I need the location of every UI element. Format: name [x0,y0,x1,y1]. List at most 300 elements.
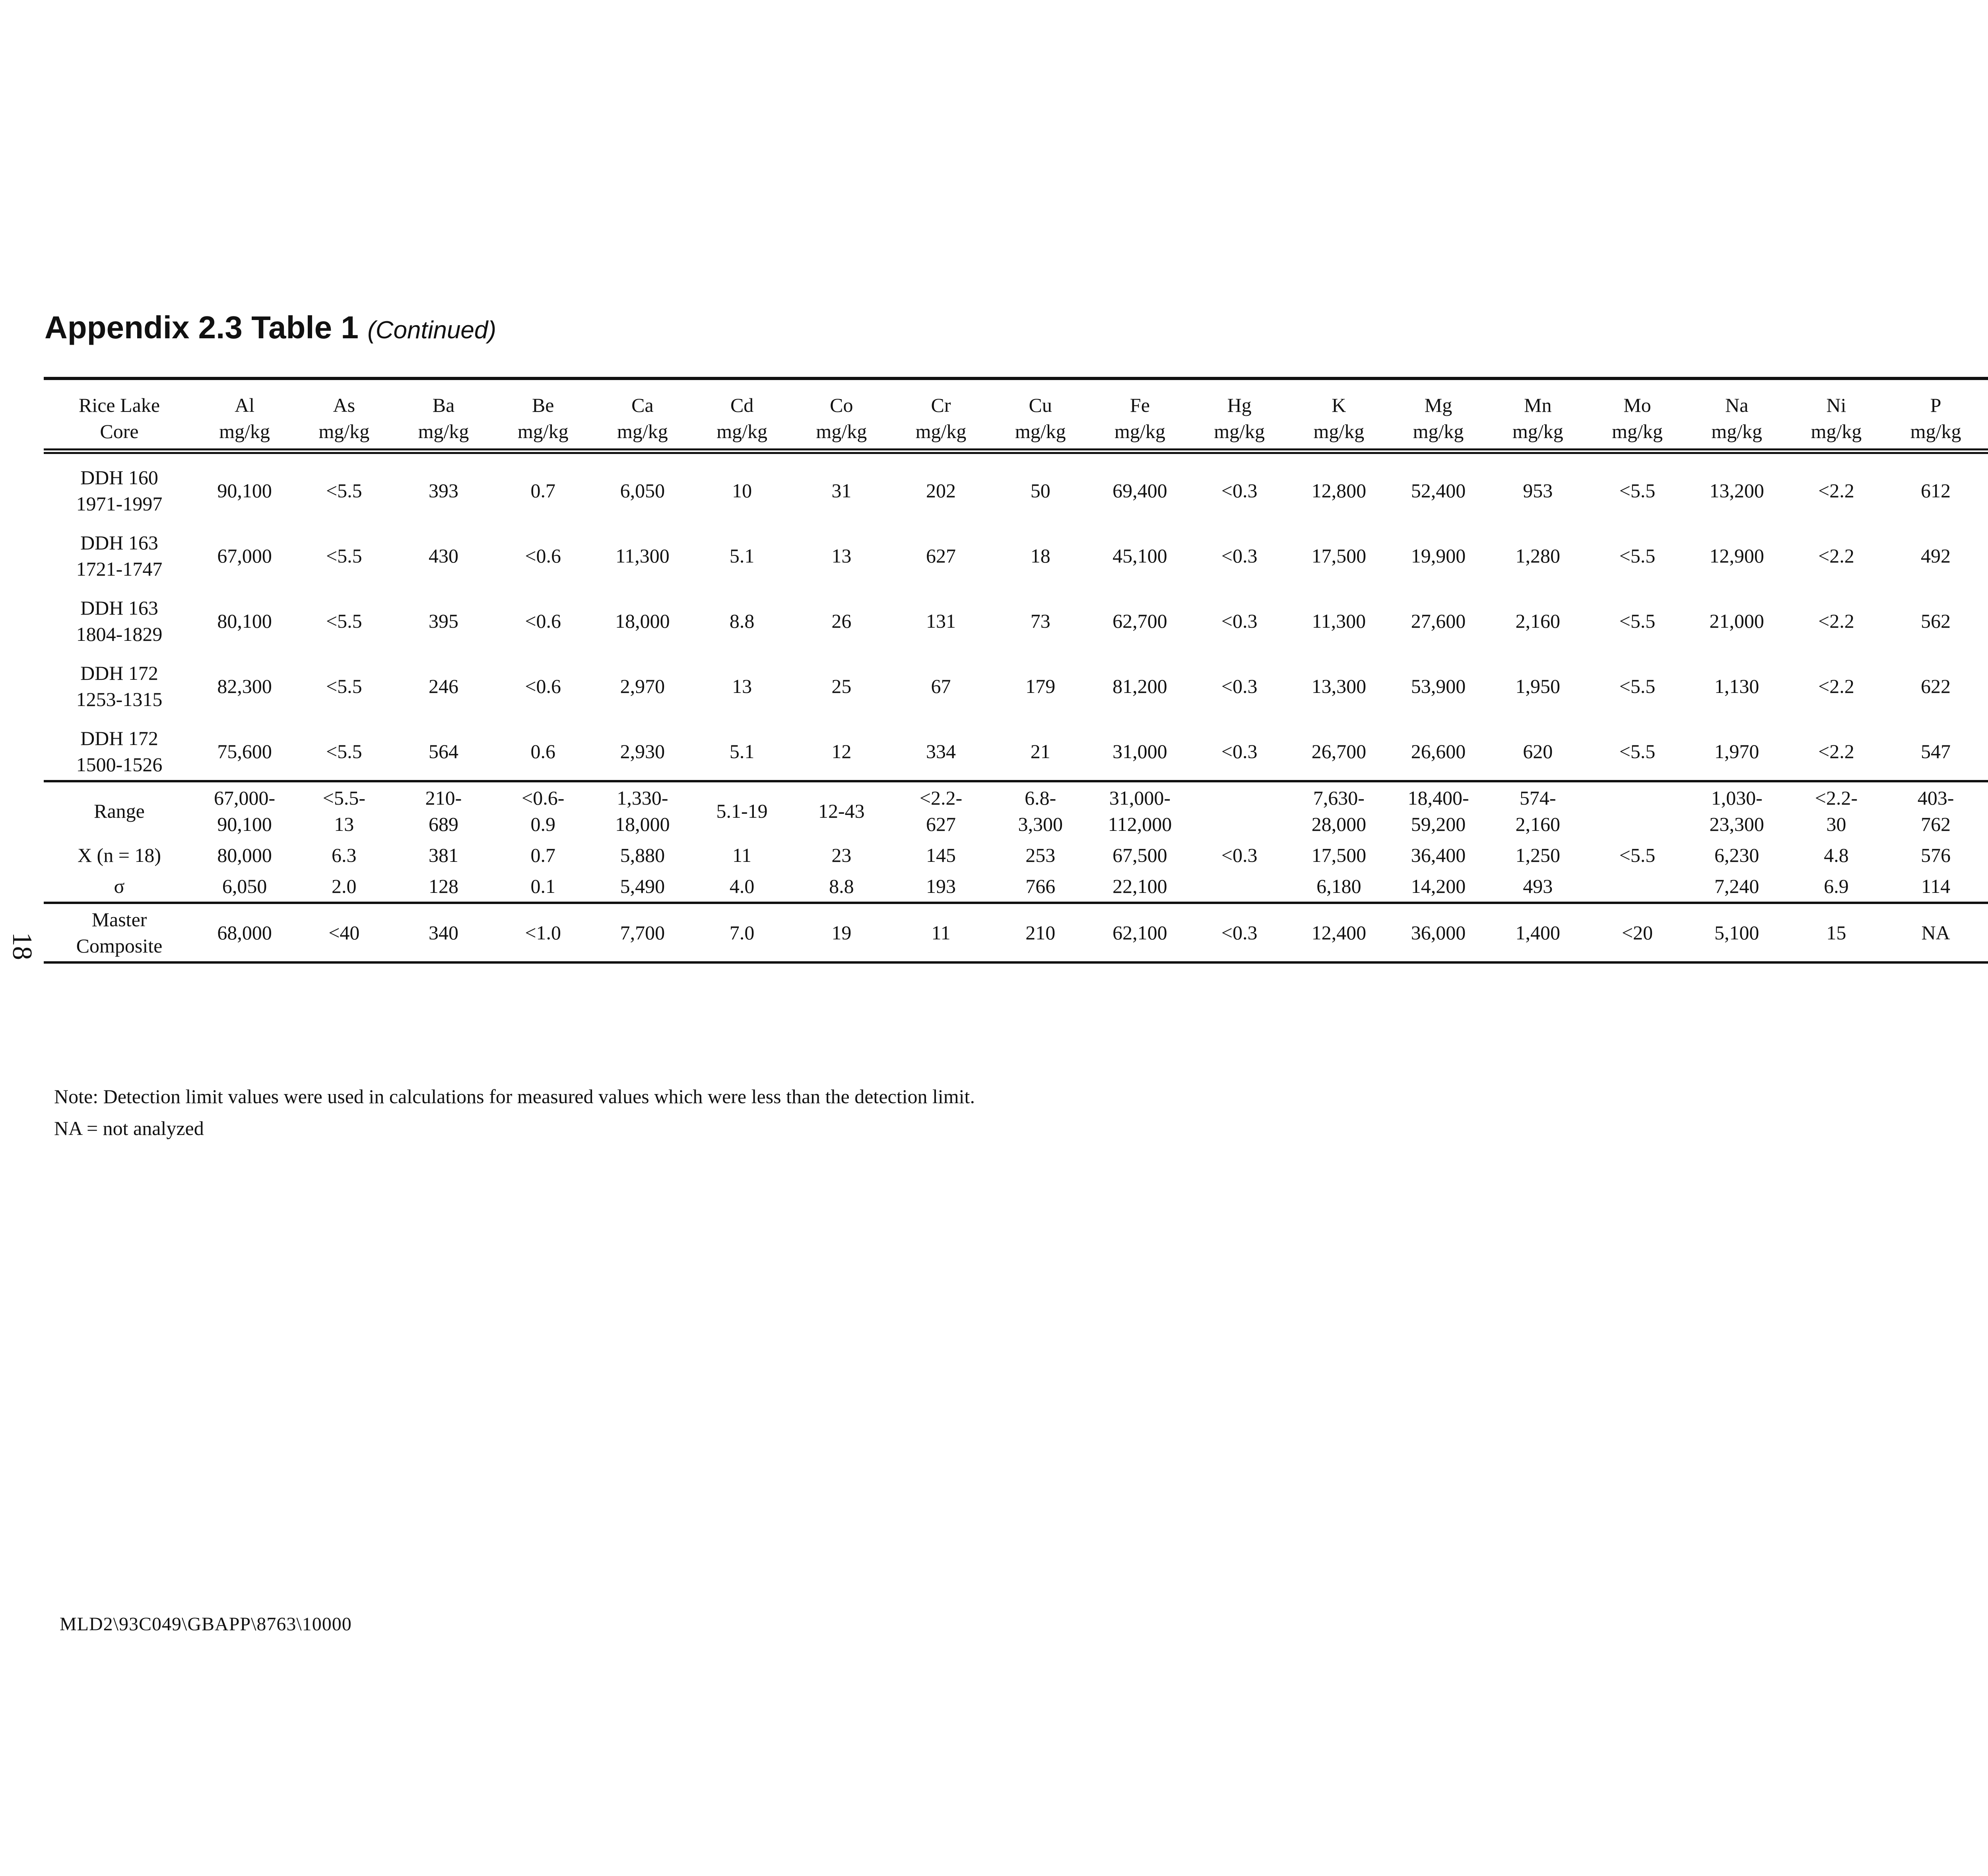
table-cell: 18,000 [615,610,670,632]
stats-cell [1388,840,1488,871]
row-label-line: DDH 163 [80,597,158,619]
table-cell: 1,950 [1515,675,1560,697]
row-label-line: 1971-1997 [76,493,163,515]
table-cell: 2,160 [1515,610,1560,632]
header-cell-line: Ba [432,394,455,416]
page-number: 18 [7,932,37,960]
header-cell-line: Cd [730,394,754,416]
stats-cell-line: 18,400- [1408,787,1469,809]
stats-cell [991,840,1090,871]
header-cell-line: Be [532,394,554,416]
table-row [44,519,1988,584]
header-cell [1289,378,1388,451]
header-cell-line: mg/kg [716,420,768,442]
stats-cell [1986,840,1988,871]
table-row [44,451,1988,519]
stats-cell [1488,871,1588,903]
stats-cell-line: 6.9 [1824,875,1849,897]
table-cell: 45,100 [1112,545,1167,567]
row-label [44,584,195,650]
stats-cell-line: 5,880 [620,844,665,866]
stats-row [44,781,1988,840]
header-cell-line: Mo [1623,394,1651,416]
stats-cell [294,781,394,840]
header-cell-line: mg/kg [517,420,569,442]
table-cell: 21,000 [1709,610,1764,632]
stats-cell-line: 22,100 [1112,875,1167,897]
stats-cell-line: 145 [926,844,956,866]
header-cell-line: mg/kg [1612,420,1663,442]
table-cell: 13,200 [1709,479,1764,502]
header-cell-line: mg/kg [318,420,370,442]
header-cell [394,378,493,451]
table-cell: 75,600 [217,740,272,762]
header-cell-line: mg/kg [915,420,967,442]
stats-cell-line: 67,500 [1112,844,1167,866]
stats-cell-line: 17,500 [1311,844,1367,866]
stats-cell-line: 493 [1523,875,1553,897]
composite-cell [1986,903,1988,962]
table-cell: 13 [732,675,752,697]
composite-cell: 62,100 [1112,922,1167,944]
header-cell-line: Mn [1524,394,1552,416]
table-cell: <0.3 [1221,479,1258,502]
stats-cell [493,781,593,840]
stats-cell [394,871,493,903]
composite-cell: 36,000 [1411,922,1466,944]
stats-cell-line: 7,630- [1313,787,1365,809]
stats-cell-line: 627 [926,813,956,835]
stats-cell [1090,840,1190,871]
table-title [45,309,496,346]
stats-cell-line: 6.8- [1025,787,1056,809]
stats-cell-line: 31,000- [1109,787,1171,809]
header-cell [195,378,294,451]
table-cell: 62,700 [1112,610,1167,632]
data-table-wrapper [44,377,1988,964]
stats-cell [1488,840,1588,871]
composite-cell: 7,700 [620,922,665,944]
table-cell: 547 [1921,740,1951,762]
header-cell-line: mg/kg [1512,420,1563,442]
stats-cell-line: 576 [1921,844,1951,866]
header-cell [991,378,1090,451]
table-cell: 82,300 [217,675,272,697]
stats-cell [1289,781,1388,840]
stats-cell-line [1986,873,1988,899]
stats-cell [1886,871,1985,903]
stats-label [44,781,195,840]
stats-cell-line: 210- [425,787,462,809]
header-cell [891,378,990,451]
table-cell: <0.6 [525,545,561,567]
composite-cell: 15 [1826,922,1846,944]
stats-cell-line: 381 [429,844,458,866]
file-path: MLD2\93C049\GBAPP\8763\10000 [60,1614,352,1635]
stats-cell-line: 3,300 [1018,813,1063,835]
header-cell [1886,378,1985,451]
stats-cell [294,871,394,903]
stats-cell [1388,871,1488,903]
stats-cell [1090,781,1190,840]
composite-label [44,903,195,962]
stats-cell [1289,871,1388,903]
header-cell-line: mg/kg [816,420,867,442]
stats-cell [1886,840,1985,871]
stats-cell-line: 36,400 [1411,844,1466,866]
table-cell: <2.2 [1818,610,1854,632]
table-cell: 18 [1030,545,1050,567]
stats-cell-line: 30 [1826,813,1846,835]
table-cell: 67 [931,675,951,697]
stats-cell-line: 13 [334,813,354,835]
stats-label [44,871,195,903]
table-cell: 612 [1921,479,1951,502]
stats-cell [294,840,394,871]
row-label-line: DDH 163 [80,532,158,554]
stats-cell [692,781,792,840]
table-cell: 12 [831,740,852,762]
table-cell: 31 [831,479,852,502]
table-cell: <0.3 [1221,610,1258,632]
table-cell: 11,300 [1312,610,1366,632]
stats-cell [394,781,493,840]
table-cell [1986,584,1988,650]
header-cell [1488,378,1588,451]
composite-rows [44,903,1988,962]
row-label [44,715,195,781]
stats-cell-line: 193 [926,875,956,897]
stats-cell [1687,871,1786,903]
header-core [44,378,195,451]
header-cell-line: mg/kg [1711,420,1763,442]
stats-cell [195,840,294,871]
table-cell: <5.5 [326,740,362,762]
table-cell: <5.5 [326,545,362,567]
table-cell: 393 [429,479,458,502]
stats-cell-line: 90,100 [217,813,272,835]
table-cell: <2.2 [1818,675,1854,697]
stats-cell [1786,840,1886,871]
row-label-line: DDH 160 [80,466,158,489]
note-detection-limit: Note: Detection limit values were used in calculations for measured values which were less than the detection limit. [54,1085,975,1108]
table-cell: <0.6 [525,675,561,697]
stats-cell-line: <2.2- [919,787,963,809]
stats-cell [1289,840,1388,871]
row-label-line: 1804-1829 [76,623,163,645]
table-cell: <2.2 [1818,740,1854,762]
table-cell: 81,200 [1112,675,1167,697]
table-cell: <5.5 [1619,740,1656,762]
stats-cell-line: <0.3 [1221,844,1258,866]
table-cell: 620 [1523,740,1553,762]
table-cell: 202 [926,479,956,502]
table-cell: 13,300 [1311,675,1367,697]
table-cell: 334 [926,740,956,762]
stats-cell-line: 8.8 [829,875,854,897]
composite-cell: 68,000 [217,922,272,944]
stats-cell-line: 0.9 [530,813,555,835]
stats-cell-line: 0.1 [530,875,555,897]
stats-cell-line: <5.5- [322,787,365,809]
stats-cell-line: <2.2- [1815,787,1858,809]
header-cell-line: Ni [1826,394,1846,416]
stats-cell-line: 14,200 [1411,875,1466,897]
composite-cell: 12,400 [1311,922,1367,944]
table-cell: <5.5 [1619,545,1656,567]
table-cell: 26 [831,610,852,632]
row-label [44,519,195,584]
header-cell-line: mg/kg [1114,420,1165,442]
composite-cell: 210 [1025,922,1056,944]
table-cell: <0.3 [1221,675,1258,697]
header-cell [1786,378,1886,451]
note-na-definition: NA = not analyzed [54,1117,204,1139]
table-cell: <5.5 [1619,479,1656,502]
table-cell [1986,519,1988,584]
table-cell: 492 [1921,545,1951,567]
title-continued: (Continued) [367,316,497,344]
table-cell: 1,130 [1714,675,1759,697]
stats-cell [593,840,692,871]
stats-cell-line: 59,200 [1411,813,1466,835]
stats-cell [891,781,990,840]
header-cell [593,378,692,451]
table-cell: 31,000 [1112,740,1167,762]
table-cell: 69,400 [1112,479,1167,502]
table-cell: 90,100 [217,479,272,502]
table-row [44,584,1988,650]
table-cell: 25 [831,675,852,697]
table-cell: 179 [1025,675,1056,697]
table-cell: <5.5 [326,675,362,697]
table-cell: 10 [732,479,752,502]
stats-cell [1886,781,1985,840]
results-table [44,377,1988,964]
stats-cell-line: 1,330- [617,787,668,809]
stats-cell-line [1986,842,1988,868]
stats-cell [493,871,593,903]
header-cell-line: mg/kg [1413,420,1464,442]
header-cell-line: As [333,394,355,416]
stats-cell-line: 23,300 [1709,813,1764,835]
stats-cell [1388,781,1488,840]
row-label-line: 1721-1747 [76,558,163,580]
stats-cell [1786,871,1886,903]
table-cell: 17,500 [1311,545,1367,567]
header-cell [1588,378,1687,451]
stats-cell [1090,871,1190,903]
table-cell: 67,000 [217,545,272,567]
table-cell: 1,280 [1515,545,1560,567]
stats-cell [991,871,1090,903]
stats-cell-line: 112,000 [1108,813,1172,835]
table-cell: 2,930 [620,740,665,762]
table-cell: <2.2 [1818,479,1854,502]
stats-cell [1190,781,1289,840]
stats-cell-line: 11 [732,844,752,866]
stats-cell-line: 12-43 [818,800,865,822]
table-cell: 627 [926,545,956,567]
table-cell: 953 [1523,479,1553,502]
composite-cell: 5,100 [1714,922,1759,944]
header-cell-line: mg/kg [1811,420,1862,442]
header-cell [1190,378,1289,451]
table-cell: 53,900 [1411,675,1466,697]
header-cell-line: Hg [1227,394,1252,416]
stats-cell-line: 4.8 [1824,844,1849,866]
header-cell [294,378,394,451]
header-cell [1687,378,1786,451]
stats-label-line: X (n = 18) [77,844,161,866]
header-cell [1388,378,1488,451]
table-cell: 19,900 [1411,545,1466,567]
table-cell: 246 [429,675,458,697]
header-cell-line: mg/kg [1214,420,1265,442]
composite-cell: 11 [931,922,951,944]
row-label-line: DDH 172 [80,727,158,749]
table-cell: 5.1 [729,740,755,762]
header-core-line: Core [100,420,139,442]
table-cell: <5.5 [1619,610,1656,632]
table-cell: <5.5 [1619,675,1656,697]
sample-rows [44,451,1988,781]
stats-cell [792,871,891,903]
stats-cell-line: 766 [1025,875,1056,897]
table-notes [54,1081,975,1144]
table-cell: 52,400 [1411,479,1466,502]
stats-cell [195,871,294,903]
stats-cell-line: 574- [1519,787,1556,809]
table-cell: 6,050 [620,479,665,502]
table-cell: 562 [1921,610,1951,632]
row-label [44,650,195,715]
stats-cell-line: 689 [429,813,458,835]
stats-cell-line: 128 [429,875,458,897]
stats-cell-line: 2.0 [332,875,357,897]
header-cell [1986,378,1988,451]
stats-cell-line: 23 [831,844,852,866]
stats-row [44,871,1988,903]
composite-cell: 340 [429,922,458,944]
table-row [44,715,1988,781]
table-cell: 1,970 [1714,740,1759,762]
stats-cell-line: 6,050 [222,875,267,897]
table-cell: 12,900 [1709,545,1764,567]
stats-cell-line: 6,230 [1714,844,1759,866]
stats-cell [394,840,493,871]
stats-cell-line: <0.6- [522,787,565,809]
stats-cell-line: 2,160 [1515,813,1560,835]
table-cell: 0.6 [530,740,555,762]
table-cell: 26,700 [1311,740,1367,762]
composite-label-line: Composite [76,935,163,957]
stats-cell [195,781,294,840]
stats-cell [1588,871,1687,903]
stats-cell [792,840,891,871]
table-cell [1986,451,1988,519]
stats-cell-line: 28,000 [1311,813,1367,835]
header-cell-line: mg/kg [219,420,270,442]
table-cell: 8.8 [729,610,755,632]
header-cell-line: mg/kg [418,420,469,442]
table-cell: 0.7 [530,479,555,502]
table-cell: 395 [429,610,458,632]
composite-cell: NA [1921,922,1950,944]
header-cell-line: K [1332,394,1346,416]
table-cell: 73 [1030,610,1050,632]
stats-label [44,840,195,871]
stats-cell [1687,781,1786,840]
row-label [44,451,195,519]
stats-cell-line: 5,490 [620,875,665,897]
header-cell-line: Ca [631,394,654,416]
stats-cell [891,871,990,903]
statistics-rows [44,781,1988,903]
stats-cell-line [1986,798,1988,824]
stats-cell-line: 6.3 [332,844,357,866]
composite-cell: <0.3 [1221,922,1258,944]
header-cell-line: Al [235,394,255,416]
stats-cell [1190,871,1289,903]
stats-cell [1588,840,1687,871]
table-cell: 564 [429,740,458,762]
table-cell: 11,300 [615,545,670,567]
header-row [44,378,1988,451]
table-cell: <5.5 [326,610,362,632]
header-cell-line: mg/kg [1015,420,1066,442]
table-cell [1986,715,1988,781]
row-label-line: 1253-1315 [76,688,163,710]
table-cell: <0.3 [1221,545,1258,567]
header-cell [1090,378,1190,451]
stats-cell-line: 1,030- [1711,787,1763,809]
stats-label-line: Range [94,800,145,822]
table-row [44,650,1988,715]
stats-cell-line: 80,000 [217,844,272,866]
stats-cell [1190,840,1289,871]
table-cell: 430 [429,545,458,567]
stats-cell [891,840,990,871]
stats-cell-line: 4.0 [729,875,755,897]
header-cell [493,378,593,451]
composite-label-line: Master [91,908,147,931]
header-core-line: Rice Lake [78,394,160,416]
stats-cell-line: 6,180 [1316,875,1361,897]
header-cell-line: mg/kg [617,420,668,442]
table-cell: 2,970 [620,675,665,697]
header-cell-line: mg/kg [1313,420,1365,442]
stats-cell-line: 762 [1921,813,1951,835]
stats-cell [493,840,593,871]
table-cell: <2.2 [1818,545,1854,567]
stats-cell [692,840,792,871]
table-cell: 50 [1030,479,1050,502]
stats-cell [792,781,891,840]
stats-cell [593,871,692,903]
stats-cell-line: 18,000 [615,813,670,835]
composite-cell: <20 [1621,922,1653,944]
stats-cell [1488,781,1588,840]
header-cell-line: Na [1725,394,1749,416]
header-cell-line: Co [830,394,853,416]
table-cell: 5.1 [729,545,755,567]
row-label-line: 1500-1526 [76,753,163,776]
header-cell-line [1986,418,1988,444]
stats-cell-line: 114 [1921,875,1951,897]
composite-row [44,903,1988,962]
header-cell-line: Fe [1130,394,1150,416]
